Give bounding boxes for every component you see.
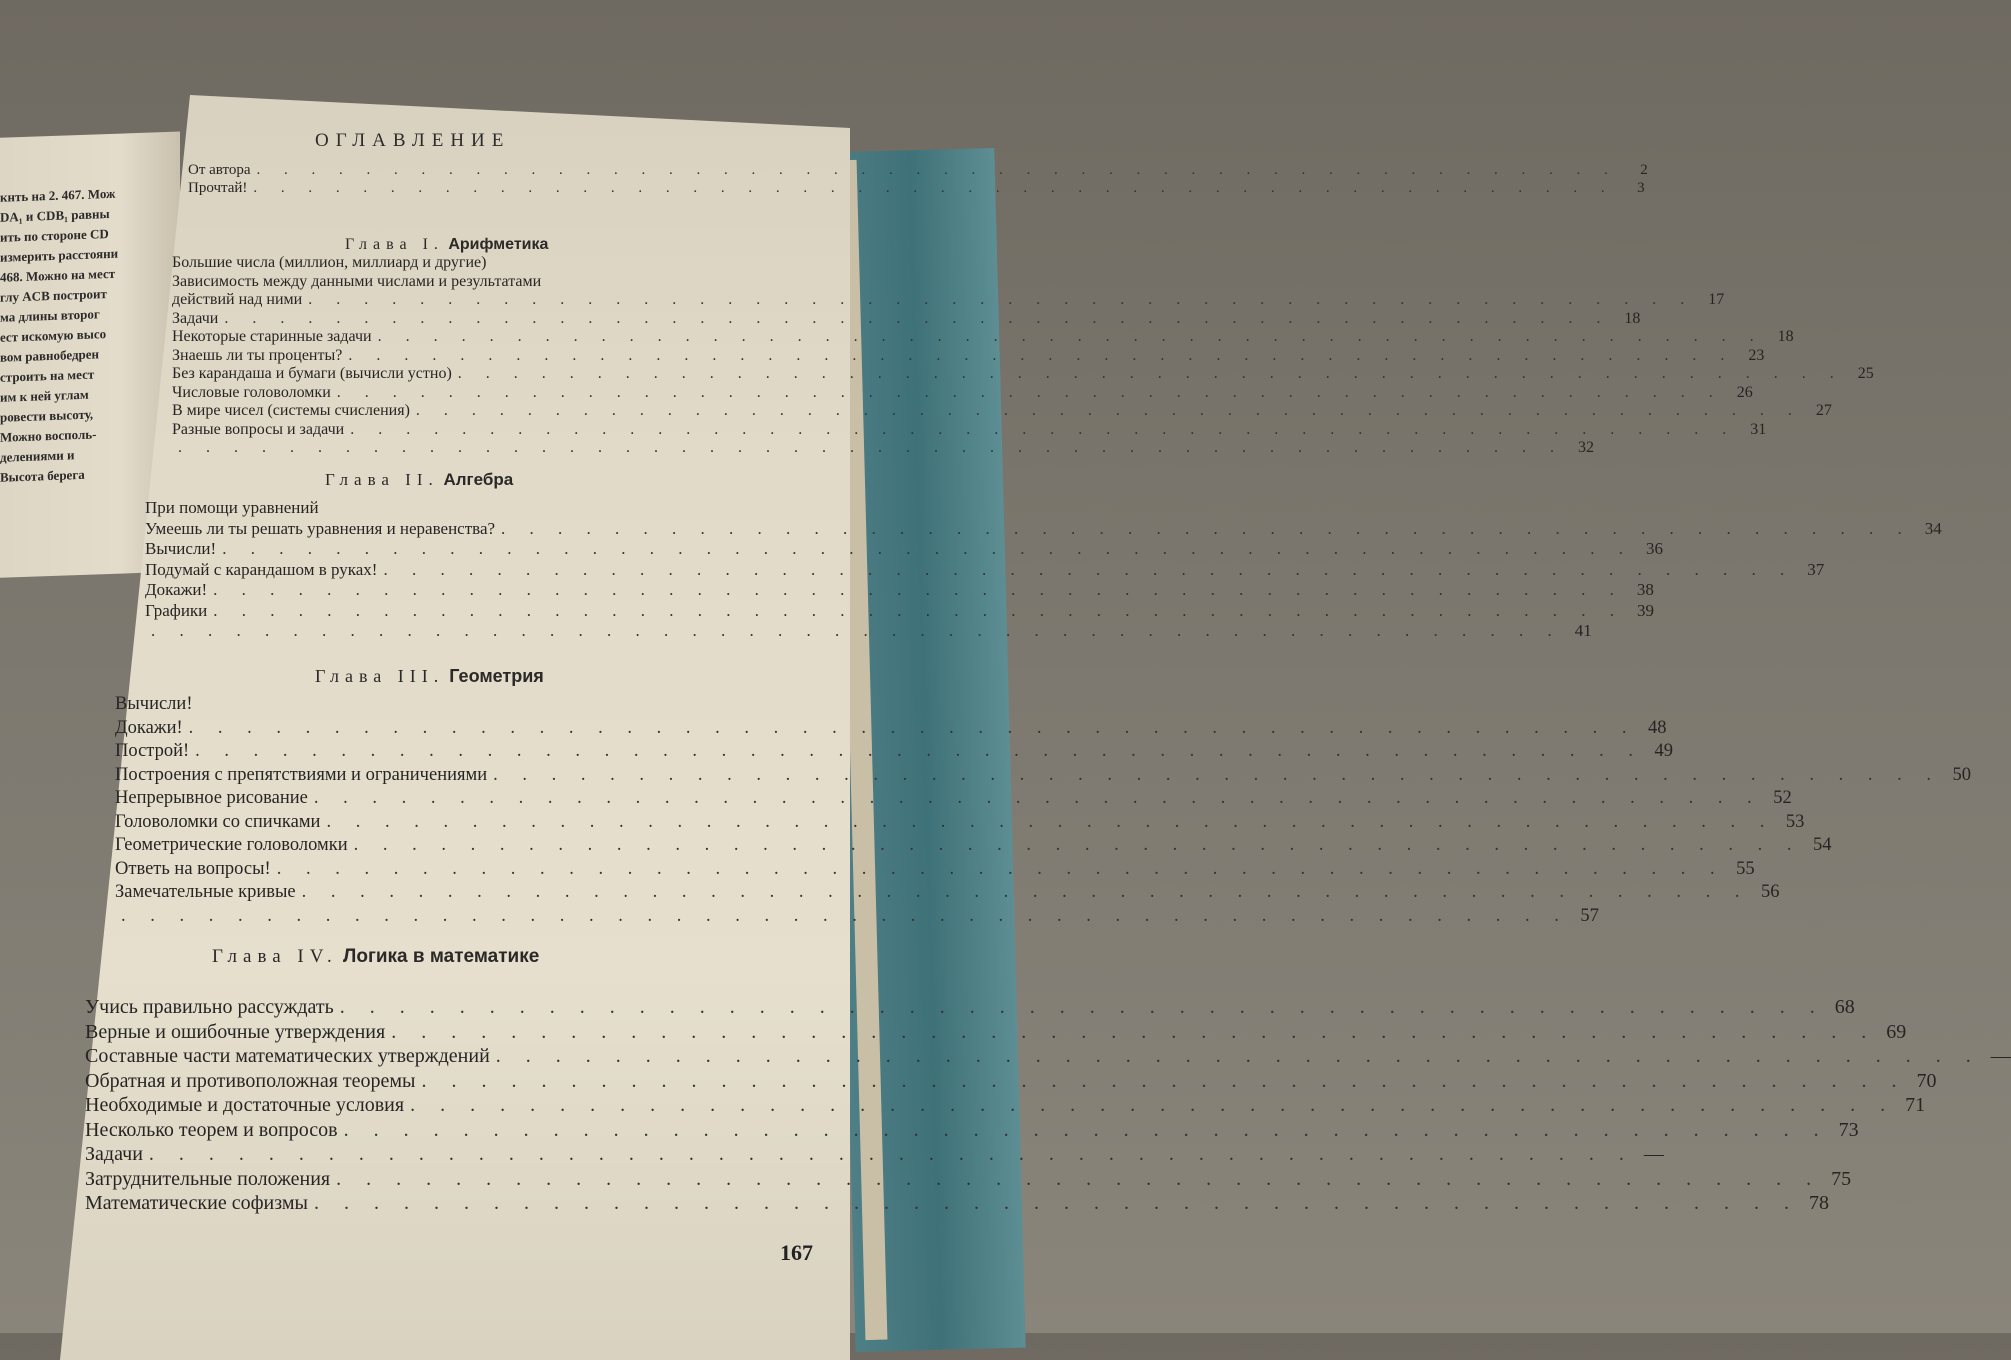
table-of-contents <box>60 70 2011 1360</box>
toc-entry-title: Подумай с карандашом в руках! <box>145 559 378 579</box>
toc-entry[interactable] <box>172 439 1594 457</box>
toc-entry[interactable] <box>172 273 760 291</box>
dot-leader: . . . . . . . . . . . . . . . . . . . . . . . . . . . . . . . . . . . . . . . . . . . . . . . . . . <box>383 559 1795 579</box>
chapter-heading <box>315 666 544 687</box>
dot-leader: . . . . . . . . . . . . . . . . . . . . . . . . . . . . . . . . . . . . . . . . . . . . . . . . . . <box>195 741 1644 761</box>
toc-entry[interactable] <box>145 518 1942 539</box>
toc-entry-title: Несколько теорем и вопросов <box>85 1118 338 1141</box>
toc-entry[interactable] <box>85 996 1855 1019</box>
toc-entry[interactable] <box>85 1069 1937 1093</box>
toc-entry[interactable] <box>172 254 760 272</box>
left-page-line: им к ней углам <box>0 386 89 405</box>
dot-leader: . . . . . . . . . . . . . . . . . . . . . . . . . . . . . . . . . . . . . . . . . . . . . . . . . . <box>151 621 1562 640</box>
left-page-line: ровести высоту, <box>0 406 94 425</box>
toc-entry-title: Графики <box>145 600 208 620</box>
dot-leader: . . . . . . . . . . . . . . . . . . . . . . . . . . . . . . . . . . . . . . . . . . . . . . . . . . <box>224 309 1611 327</box>
left-page-line: ма длины второг <box>0 306 100 325</box>
chapter-name: Логика в математике <box>337 946 540 967</box>
toc-entry-page: 52 <box>1773 788 1792 808</box>
toc-entry-page: 39 <box>1637 600 1655 620</box>
left-page-line: Высота берега <box>0 466 85 485</box>
left-page-line: вом равнобедрен <box>0 346 100 365</box>
toc-entry[interactable] <box>85 1020 1907 1044</box>
toc-entry-page: 54 <box>1813 835 1832 855</box>
toc-entry-page: 37 <box>1807 559 1825 579</box>
dot-leader: . . . . . . . . . . . . . . . . . . . . . . . . . . . . . . . . . . . . . . . . . . . . . . . . . . <box>213 600 1625 620</box>
toc-entry-page: 2 <box>1640 162 1648 178</box>
dot-leader: . . . . . . . . . . . . . . . . . . . . . . . . . . . . . . . . . . . . . . . . . . . . . . . . . . <box>326 811 1775 832</box>
toc-entry[interactable] <box>115 858 1755 880</box>
left-page-line: измерить расстояни <box>0 245 119 265</box>
page-number: 167 <box>780 1240 813 1265</box>
toc-entry-page: 38 <box>1636 580 1654 599</box>
chapter-heading <box>212 946 539 968</box>
toc-entry-page: 68 <box>1834 996 1855 1018</box>
dot-leader: . . . . . . . . . . . . . . . . . . . . . . . . . . . . . . . . . . . . . . . . . . . . . . . . . . <box>410 1094 1896 1116</box>
dot-leader: . . . . . . . . . . . . . . . . . . . . . . . . . . . . . . . . . . . . . . . . . . . . . . . . . . <box>501 518 1912 538</box>
toc-entry-page: 57 <box>1580 905 1599 926</box>
left-page-line: Можно восполь- <box>0 426 97 445</box>
toc-entry[interactable] <box>115 835 1832 856</box>
toc-entry[interactable] <box>172 346 1765 365</box>
chapter-name: Алгебра <box>438 470 514 489</box>
toc-entry-page: 31 <box>1750 420 1767 438</box>
toc-entry-title: В мире чисел (системы счисления) <box>172 402 410 419</box>
dot-leader: . . . . . . . . . . . . . . . . . . . . . . . . . . . . . . . . . . . . . . . . . . . . . . . . . . <box>276 858 1725 879</box>
chapter-name: Арифметика <box>443 236 549 253</box>
toc-entry-page: 73 <box>1838 1118 1859 1141</box>
dot-leader: . . . . . . . . . . . . . . . . . . . . . . . . . . . . . . . . . . . . . . . . . . . . . . . . . . <box>336 383 1723 401</box>
toc-entry-title: Составные части математических утверждений <box>85 1045 490 1067</box>
chapter-heading <box>325 470 513 490</box>
dot-leader: . . . . . . . . . . . . . . . . . . . . . . . . . . . . . . . . . . . . . . . . . . . . . . . . . . <box>415 402 1802 419</box>
dot-leader: . . . . . . . . . . . . . . . . . . . . . . . . . . . . . . . . . . . . . . . . . . . . . . . . . . <box>253 180 1615 196</box>
toc-entry-page: 78 <box>1808 1192 1829 1214</box>
toc-entry-page: 41 <box>1574 621 1592 640</box>
toc-entry-page: 34 <box>1924 518 1942 538</box>
toc-entry-title: Числовые головоломки <box>172 383 331 401</box>
dot-leader: . . . . . . . . . . . . . . . . . . . . . . . . . . . . . . . . . . . . . . . . . . . . . . . . . . <box>391 1020 1877 1043</box>
toc-entry[interactable] <box>85 1167 1852 1191</box>
toc-entry-page: 69 <box>1886 1020 1907 1043</box>
toc-entry[interactable] <box>115 694 786 715</box>
toc-entry-page: 32 <box>1578 439 1594 456</box>
toc-entry-title: Учись правильно рассуждать <box>85 996 334 1018</box>
toc-entry-page: 49 <box>1654 741 1674 761</box>
dot-leader: . . . . . . . . . . . . . . . . . . . . . . . . . . . . . . . . . . . . . . . . . . . . . . . . . . <box>350 420 1737 438</box>
dot-leader: . . . . . . . . . . . . . . . . . . . . . . . . . . . . . . . . . . . . . . . . . . . . . . . . . . <box>495 1045 1981 1067</box>
toc-entry-title: От автора <box>188 162 251 178</box>
toc-entry[interactable] <box>85 1143 1664 1166</box>
dot-leader: . . . . . . . . . . . . . . . . . . . . . . . . . . . . . . . . . . . . . . . . . . . . . . . . . . <box>377 328 1764 345</box>
toc-entry[interactable] <box>115 788 1792 809</box>
toc-entry-page: 3 <box>1637 180 1645 196</box>
toc-entry[interactable] <box>85 1094 1926 1117</box>
toc-entry-title: Геометрические головоломки <box>115 835 348 855</box>
dot-leader: . . . . . . . . . . . . . . . . . . . . . . . . . . . . . . . . . . . . . . . . . . . . . . . . . . <box>336 1167 1822 1190</box>
toc-entry-page: 56 <box>1761 882 1780 902</box>
toc-entry[interactable] <box>172 309 1641 328</box>
toc-entry-title: Вычисли! <box>145 539 217 558</box>
dot-leader: . . . . . . . . . . . . . . . . . . . . . . . . . . . . . . . . . . . . . . . . . . . . . . . . . . <box>222 539 1633 558</box>
toc-entry-title: Необходимые и достаточные условия <box>85 1094 405 1116</box>
dot-leader: . . . . . . . . . . . . . . . . . . . . . . . . . . . . . . . . . . . . . . . . . . . . . . . . . . <box>493 764 1941 785</box>
toc-entry-title: Умеешь ли ты решать уравнения и неравенства? <box>145 518 496 538</box>
page-title: ОГЛАВЛЕНИЕ <box>315 130 511 151</box>
toc-entry[interactable] <box>85 1045 2011 1068</box>
toc-entry-title: Обратная и противоположная теоремы <box>85 1069 416 1092</box>
toc-entry[interactable] <box>145 559 1825 580</box>
toc-entry-page: 36 <box>1645 539 1663 558</box>
dot-leader: . . . . . . . . . . . . . . . . . . . . . . . . . . . . . . . . . . . . . . . . . . . . . . . . . . <box>188 717 1637 738</box>
toc-entry-title: Построения с препятствиями и ограничениями <box>115 764 488 785</box>
toc-entry-title: Задачи <box>85 1143 143 1165</box>
toc-entry[interactable] <box>188 162 1648 179</box>
dot-leader: . . . . . . . . . . . . . . . . . . . . . . . . . . . . . . . . . . . . . . . . . . . . . . . . . . <box>178 439 1564 456</box>
toc-entry[interactable] <box>172 420 1767 439</box>
toc-entry-page: 18 <box>1777 328 1794 345</box>
dot-leader: . . . . . . . . . . . . . . . . . . . . . . . . . . . . . . . . . . . . . . . . . . . . . . . . . . <box>301 882 1750 902</box>
toc-entry[interactable] <box>145 498 772 518</box>
toc-entry[interactable] <box>172 365 1874 383</box>
chapter-heading <box>345 236 548 254</box>
toc-entry-title: Знаешь ли ты проценты? <box>172 346 343 364</box>
toc-entry-page: 55 <box>1736 858 1755 879</box>
toc-entry-title: Непрерывное рисование <box>115 788 308 808</box>
toc-entry-title: Некоторые старинные задачи <box>172 328 372 345</box>
toc-entry-title: Математические софизмы <box>85 1192 308 1214</box>
chapter-number: Глава IV. <box>212 946 338 967</box>
left-page-line: ить по стороне CD <box>0 225 109 245</box>
toc-entry[interactable] <box>172 328 1794 346</box>
toc-entry-title: Большие числа (миллион, миллиард и другие) <box>172 254 487 271</box>
toc-entry-page: 23 <box>1748 346 1765 364</box>
toc-entry[interactable] <box>172 402 1832 420</box>
dot-leader: . . . . . . . . . . . . . . . . . . . . . . . . . . . . . . . . . . . . . . . . . . . . . . . . . . <box>308 291 1695 308</box>
toc-entry[interactable] <box>188 180 1645 197</box>
toc-entry-title: Построй! <box>115 741 190 761</box>
toc-entry[interactable] <box>172 291 1725 309</box>
chapter-number: Глава II. <box>325 470 439 489</box>
toc-entry-title: Разные вопросы и задачи <box>172 420 345 438</box>
left-page-line: DA₁ и CDB₁ равны <box>0 205 110 225</box>
toc-entry-page: 17 <box>1708 291 1725 308</box>
dot-leader: . . . . . . . . . . . . . . . . . . . . . . . . . . . . . . . . . . . . . . . . . . . . . . . . . . <box>256 162 1618 178</box>
toc-entry[interactable] <box>145 539 1663 559</box>
dot-leader: . . . . . . . . . . . . . . . . . . . . . . . . . . . . . . . . . . . . . . . . . . . . . . . . . . <box>348 346 1735 364</box>
toc-entry-title: Затруднительные положения <box>85 1167 331 1190</box>
left-page-line: 468. Можно на мест <box>0 265 116 285</box>
toc-entry[interactable] <box>145 621 1592 641</box>
toc-entry-page: 26 <box>1736 383 1753 401</box>
toc-entry-page: 27 <box>1815 402 1832 419</box>
toc-entry[interactable] <box>115 905 1599 927</box>
toc-entry-title: Задачи <box>172 309 219 327</box>
toc-entry[interactable] <box>145 600 1655 621</box>
toc-entry[interactable] <box>172 383 1753 402</box>
toc-entry-title: Верные и ошибочные утверждения <box>85 1020 386 1043</box>
dot-leader: . . . . . . . . . . . . . . . . . . . . . . . . . . . . . . . . . . . . . . . . . . . . . . . . . . <box>343 1118 1829 1141</box>
toc-entry-title: Замечательные кривые <box>115 882 296 902</box>
toc-entry[interactable] <box>115 882 1780 903</box>
toc-entry-title: Головоломки со спичками <box>115 811 321 832</box>
chapter-number: Глава I. <box>345 236 444 253</box>
dot-leader: . . . . . . . . . . . . . . . . . . . . . . . . . . . . . . . . . . . . . . . . . . . . . . . . . . <box>457 365 1844 382</box>
toc-entry[interactable] <box>115 811 1805 833</box>
toc-entry-page: 70 <box>1916 1069 1937 1092</box>
chapter-number: Глава III. <box>315 666 445 686</box>
toc-entry[interactable] <box>115 764 1971 786</box>
toc-entry-title: При помощи уравнений <box>145 498 319 517</box>
toc-entry-page: 75 <box>1831 1167 1852 1190</box>
dot-leader: . . . . . . . . . . . . . . . . . . . . . . . . . . . . . . . . . . . . . . . . . . . . . . . . . . <box>313 788 1762 808</box>
left-page-line: кнть на 2. 467. Мож <box>0 185 116 205</box>
dot-leader: . . . . . . . . . . . . . . . . . . . . . . . . . . . . . . . . . . . . . . . . . . . . . . . . . . <box>121 905 1569 926</box>
dot-leader: . . . . . . . . . . . . . . . . . . . . . . . . . . . . . . . . . . . . . . . . . . . . . . . . . . <box>339 996 1825 1018</box>
toc-entry[interactable] <box>115 741 1674 762</box>
toc-entry[interactable] <box>85 1118 1859 1142</box>
toc-entry-title: Ответь на вопросы! <box>115 858 271 879</box>
toc-entry-title: Без карандаша и бумаги (вычисли устно) <box>172 365 452 382</box>
toc-entry-title: Зависимость между данными числами и результатами <box>172 272 542 290</box>
dot-leader: . . . . . . . . . . . . . . . . . . . . . . . . . . . . . . . . . . . . . . . . . . . . . . . . . . <box>213 580 1624 599</box>
dot-leader: . . . . . . . . . . . . . . . . . . . . . . . . . . . . . . . . . . . . . . . . . . . . . . . . . . <box>313 1192 1799 1214</box>
toc-entry[interactable] <box>115 717 1667 739</box>
left-page-line: строить на мест <box>0 366 95 385</box>
toc-entry-page: — <box>1643 1143 1664 1165</box>
toc-entry-title: действий над ними <box>172 291 303 308</box>
dot-leader: . . . . . . . . . . . . . . . . . . . . . . . . . . . . . . . . . . . . . . . . . . . . . . . . . . <box>353 835 1802 855</box>
left-page-line: ест искомую высо <box>0 326 107 345</box>
toc-entry-page: — <box>1990 1045 2011 1067</box>
toc-entry[interactable] <box>85 1192 1829 1215</box>
toc-entry-page: 53 <box>1785 811 1805 832</box>
toc-entry-page: 71 <box>1905 1094 1926 1116</box>
toc-entry-page: 18 <box>1624 309 1641 327</box>
dot-leader: . . . . . . . . . . . . . . . . . . . . . . . . . . . . . . . . . . . . . . . . . . . . . . . . . . <box>148 1143 1634 1165</box>
toc-entry[interactable] <box>145 580 1654 600</box>
chapter-name: Геометрия <box>444 666 544 686</box>
toc-entry-title: Прочтай! <box>188 180 248 196</box>
toc-entry-title: Докажи! <box>145 580 208 599</box>
dot-leader: . . . . . . . . . . . . . . . . . . . . . . . . . . . . . . . . . . . . . . . . . . . . . . . . . . <box>421 1069 1907 1092</box>
toc-entry-title: Вычисли! <box>115 694 193 714</box>
toc-entry-title: Докажи! <box>115 717 183 738</box>
left-page-line: делениями и <box>0 447 75 465</box>
toc-entry-page: 25 <box>1857 365 1874 382</box>
toc-entry-page: 48 <box>1648 717 1667 738</box>
left-page-line: глу ACB построит <box>0 286 107 305</box>
toc-entry-page: 50 <box>1952 764 1971 785</box>
